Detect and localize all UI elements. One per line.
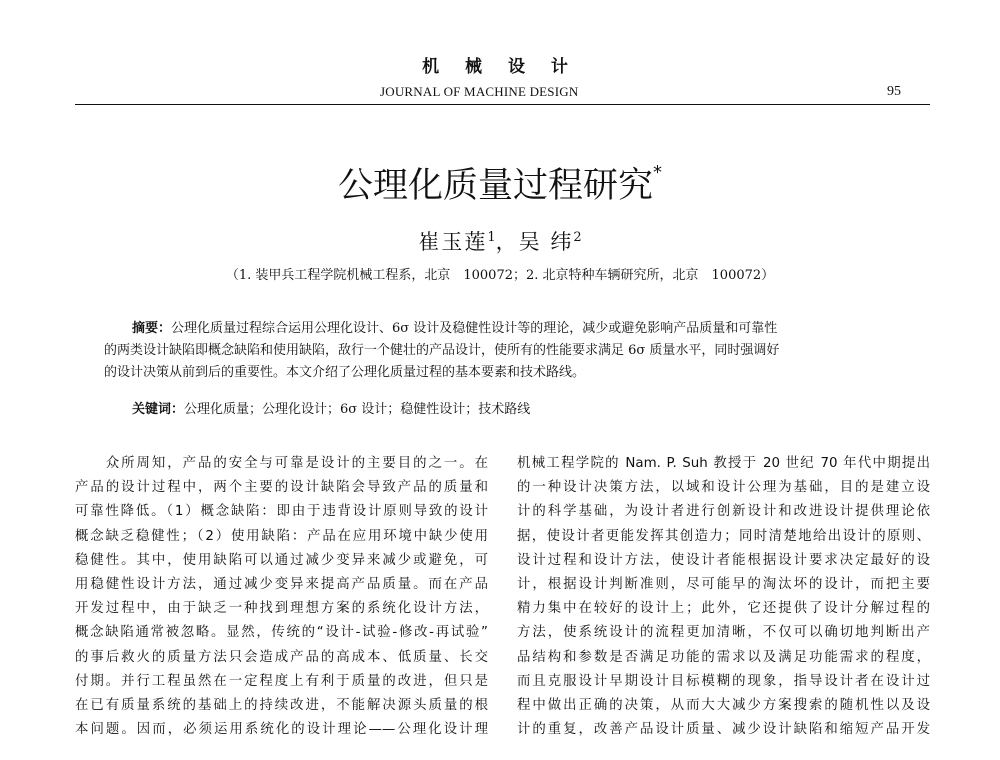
body-line: 稳健性。其中，使用缺陷可以通过减少变异来减少或避免，可	[75, 552, 488, 568]
body-line: 概念缺乏稳健性；（2）使用缺陷：产品在应用环境中缺少使用	[75, 528, 488, 544]
keywords	[132, 399, 530, 421]
journal-name-chinese: 机 械 设 计	[422, 57, 578, 77]
body-line: 付期。并行工程虽然在一定程度上有利于质量的改进，但只是	[75, 673, 488, 689]
body-line: 众所周知，产品的安全与可靠是设计的主要目的之一。在	[75, 456, 488, 471]
affiliation: （1. 装甲兵工程学院机械工程系，北京 100072；2. 北京特种车辆研究所，北京 100072）	[225, 268, 775, 283]
author-name: 吴 纬	[518, 230, 574, 254]
body-line: 可靠性降低。（1）概念缺陷：即由于违背设计原则导致的设计	[75, 504, 488, 520]
article-title-text: 公理化质量过程研究	[337, 166, 653, 206]
author-name: 崔玉莲	[418, 230, 488, 254]
keywords-label: 关键词：	[132, 402, 185, 417]
abstract-line-text: 公理化质量过程综合运用公理化设计、6σ 设计及稳健性设计等的理论，减少或避免影响产品质量和可靠性	[171, 321, 778, 336]
body-line: 概念缺陷通常被忽略。显然，传统的“设计-试验-修改-再试验”	[75, 625, 488, 641]
author-list	[0, 226, 1000, 256]
body-line: 用稳健性设计方法，通过减少变异来提高产品质量。而在产品	[75, 577, 488, 593]
abstract	[104, 318, 909, 384]
author-separator: ，	[495, 230, 519, 254]
body-line: 设计过程和设计方法，使设计者能根据设计要求决定最好的设	[517, 552, 930, 568]
abstract-line	[104, 318, 909, 340]
body-line: 开发过程中，由于缺乏一种找到理想方案的系统化设计方法，	[75, 601, 488, 617]
keywords-text: 公理化质量；公理化设计；6σ 设计；稳健性设计；技术路线	[184, 402, 531, 417]
article-title	[0, 158, 1000, 208]
abstract-label: 摘要：	[132, 321, 172, 336]
abstract-line: 的两类设计缺陷即概念缺陷和使用缺陷，敌行一个健壮的产品设计，使所有的性能要求满足 6σ 质量水平，同时强调好	[104, 343, 780, 358]
header-divider	[75, 104, 930, 105]
body-line: 计的重复，改善产品设计质量、减少设计缺陷和缩短产品开发	[517, 722, 930, 738]
journal-name-english: JOURNAL OF MACHINE DESIGN	[380, 84, 579, 99]
body-line: 本问题。因而，必须运用系统化的设计理论——公理化设计理	[75, 722, 488, 738]
body-line: 据，使设计者更能发挥其创造力；同时清楚地给出设计的原则、	[517, 528, 930, 544]
body-line: 在已有质量系统的基础上的持续改进，不能解决源头质量的根	[75, 698, 488, 714]
body-line: 计的科学基础，为设计者进行创新设计和改进设计提供理论依	[517, 504, 930, 520]
body-line: 而且克服设计早期设计目标模糊的现象，指导设计者在设计过	[517, 673, 930, 689]
body-column-right	[517, 452, 930, 742]
body-line: 方法，使系统设计的流程更加清晰，不仅可以确切地判断出产	[517, 625, 930, 641]
abstract-line: 的设计决策从前到后的重要性。本文介绍了公理化质量过程的基本要素和技术路线。	[104, 365, 586, 380]
body-line: 程中做出正确的决策，从而大大减少方案搜索的随机性以及设	[517, 698, 930, 714]
body-line: 的事后救火的质量方法只会造成产品的高成本、低质量、长交	[75, 649, 488, 665]
body-line: 精力集中在较好的设计上；此外，它还提供了设计分解过程的	[517, 601, 930, 617]
author-affiliation-mark: 1	[487, 230, 496, 245]
page-number: 95	[887, 84, 901, 99]
body-column-left	[75, 452, 488, 742]
title-footnote-mark: *	[653, 162, 662, 184]
author-affiliation-mark: 2	[573, 230, 582, 245]
body-line: 品结构和参数是否满足功能的需求以及满足功能需求的程度，	[517, 649, 930, 665]
body-line: 产品的设计过程中，两个主要的设计缺陷会导致产品的质量和	[75, 480, 488, 496]
body-line: 机械工程学院的 Nam. P. Suh 教授于 20 世纪 70 年代中期提出	[517, 456, 930, 471]
body-line: 的一种设计决策方法，以域和设计公理为基础，目的是建立设	[517, 480, 930, 496]
body-line: 计，根据设计判断准则，尽可能早的淘汰坏的设计，而把主要	[517, 577, 930, 593]
